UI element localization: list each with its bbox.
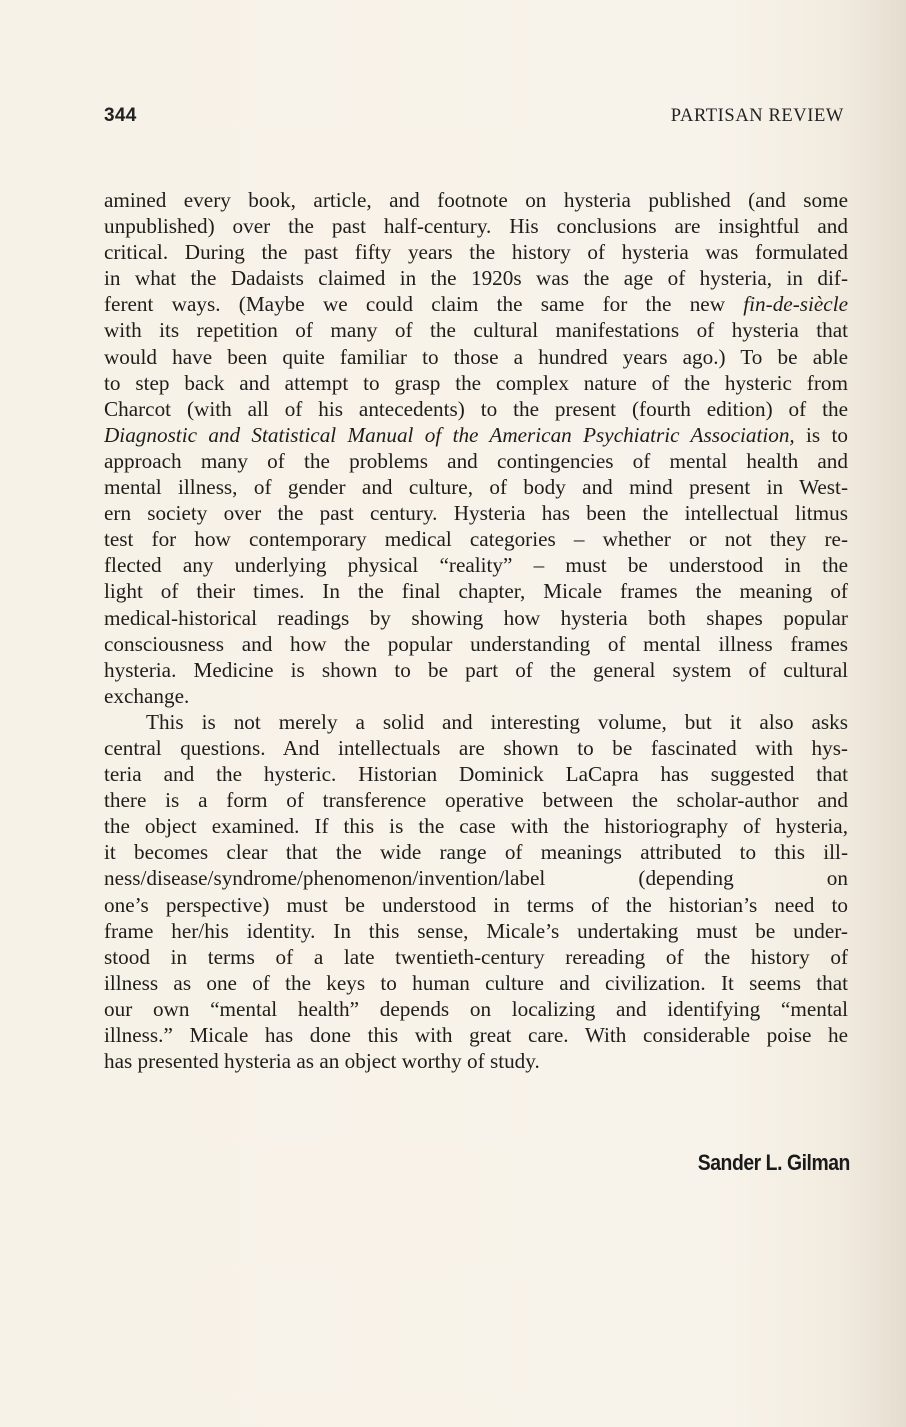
text-line: mental illness, of gender and culture, of body and mind present in West- [104,475,848,500]
text-line: would have been quite familiar to those a hundred years ago.) To be able [104,344,848,369]
text-line: test for how contemporary medical categories – whether or not they re- [104,527,848,552]
text-line: light of their times. In the final chapter, Micale frames the meaning of [104,579,848,604]
text-line: ern society over the past century. Hysteria has been the intellectual litmus [104,501,848,526]
text-line: to step back and attempt to grasp the complex nature of the hysteric from [104,370,848,395]
text-line [104,291,848,317]
text-line: our own “mental health” depends on localizing and identifying “mental [104,996,848,1021]
text-line: teria and the hysteric. Historian Dominick LaCapra has suggested that [104,762,848,787]
text-line: hysteria. Medicine is shown to be part of the general system of cultural [104,657,848,682]
text-line: central questions. And intellectuals are shown to be fascinated with hys- [104,735,848,760]
text-line: it becomes clear that the wide range of meanings attributed to this ill- [104,840,848,865]
text-line: has presented hysteria as an object worthy of study. [104,1049,540,1074]
text-segment: ferent ways. (Maybe we could claim the same for the new [104,292,744,317]
text-line: amined every book, article, and footnote on hysteria published (and some [104,188,848,212]
text-line: medical-historical readings by showing how hysteria both shapes popular [104,605,848,630]
text-segment: is to [794,422,848,447]
text-line: flected any underlying physical “reality” – must be understood in the [104,553,848,578]
review-body [104,187,848,1074]
text-line: in what the Dadaists claimed in the 1920s was the age of hysteria, in dif- [104,266,848,291]
text-line: with its repetition of many of the cultural manifestations of hysteria that [104,318,848,343]
text-line: approach many of the problems and contingencies of mental health and [104,448,848,473]
text-line: one’s perspective) must be understood in terms of the historian’s need to [104,892,848,917]
text-line: stood in terms of a late twentieth-century rereading of the history of [104,944,848,969]
italic-title: Diagnostic and Statistical Manual of the American Psychiatric Association, [104,422,795,447]
text-line: illness as one of the keys to human culture and civilization. It seems that [104,970,848,995]
italic-term: fin-de-siècle [743,292,848,317]
text-line: frame her/his identity. In this sense, Micale’s undertaking must be under- [104,918,848,943]
text-line [104,422,848,448]
running-head: PARTISAN REVIEW [670,106,844,126]
text-line: This is not merely a solid and interesting volume, but it also asks [146,709,848,734]
text-line: exchange. [104,683,190,708]
page-number: 344 [104,105,137,126]
text-line: critical. During the past fifty years the history of hysteria was formulated [104,240,848,265]
text-line: there is a form of transference operative between the scholar-author and [104,788,848,813]
text-line: illness.” Micale has done this with great care. With considerable poise he [104,1023,848,1047]
text-line: consciousness and how the popular understanding of mental illness frames [104,631,848,656]
text-line: unpublished) over the past half-century. His conclusions are insightful and [104,214,848,239]
text-line: ness/disease/syndrome/phenomenon/invention/label (depending on [104,866,848,891]
text-line: Charcot (with all of his antecedents) to the present (fourth edition) of the [104,396,848,421]
author-signature: Sander L. Gilman [697,1150,850,1175]
text-line: the object examined. If this is the case with the historiography of hysteria, [104,814,848,839]
